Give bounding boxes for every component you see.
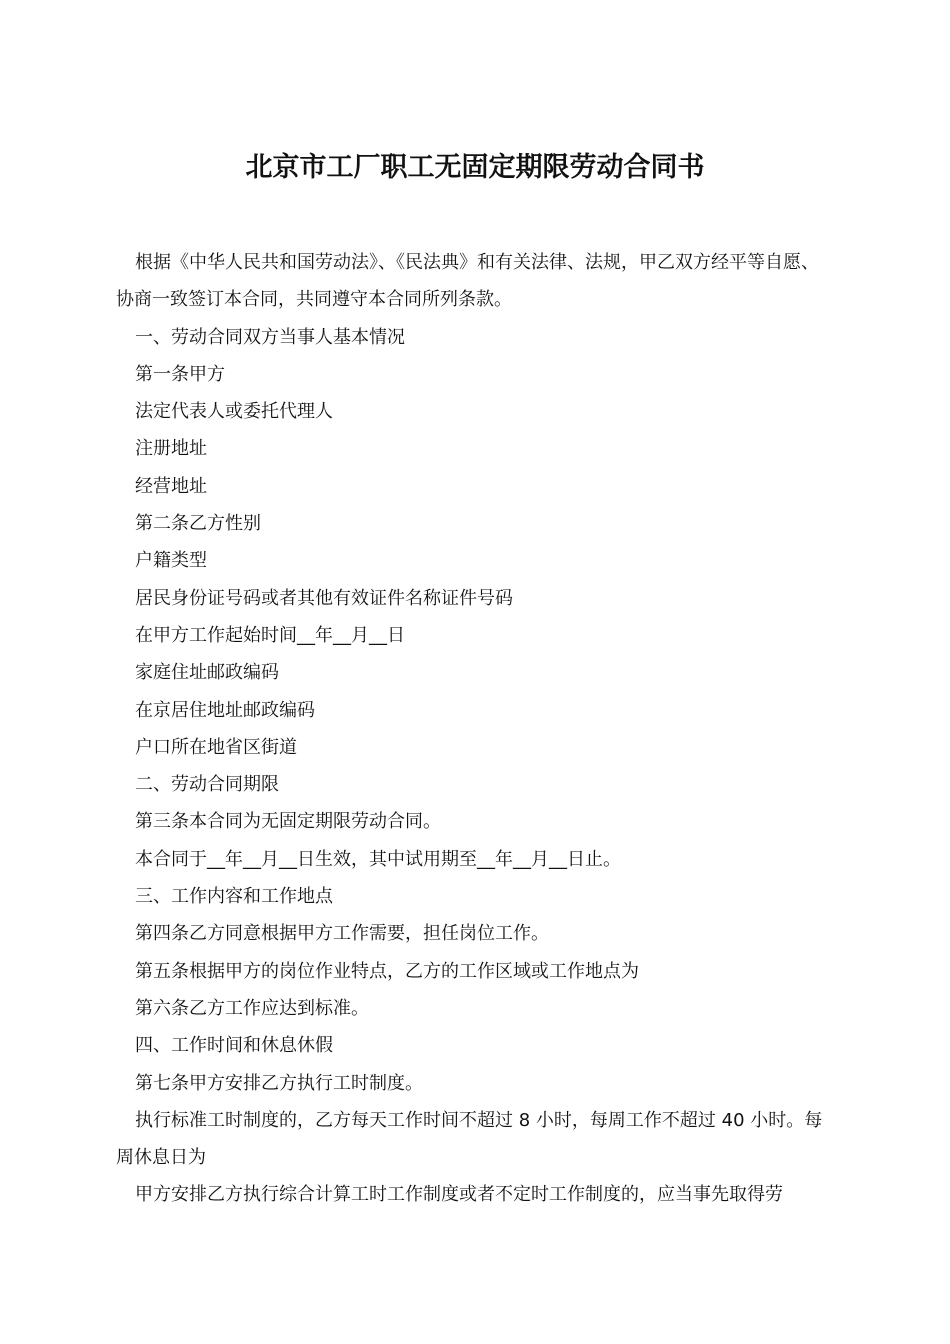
section-heading-term: 二、劳动合同期限 (135, 774, 279, 796)
paragraph-business-address: 经营地址 (135, 475, 207, 497)
paragraph-home-address: 家庭住址邮政编码 (135, 662, 279, 684)
paragraph-effective-date: 本合同于__年__月__日生效，其中试用期至__年__月__日止。 (135, 848, 621, 870)
paragraph-article-7: 第七条甲方安排乙方执行工时制度。 (135, 1072, 423, 1094)
paragraph-standard-hours: 执行标准工时制度的，乙方每天工作时间不超过 8 小时，每周工作不超过 40 小时。每周休息日为 (116, 1109, 823, 1169)
paragraph-legal-rep: 法定代表人或委托代理人 (135, 401, 333, 423)
paragraph-beijing-address: 在京居住地址邮政编码 (135, 699, 315, 721)
paragraph-article-1: 第一条甲方 (135, 363, 225, 385)
section-heading-work-content: 三、工作内容和工作地点 (135, 886, 333, 908)
paragraph-article-6: 第六条乙方工作应达到标准。 (135, 997, 369, 1019)
document-body (116, 244, 836, 1214)
paragraph-article-5: 第五条根据甲方的岗位作业特点，乙方的工作区域或工作地点为 (135, 960, 639, 982)
paragraph-flexible-hours: 甲方安排乙方执行综合计算工时工作制度或者不定时工作制度的，应当事先取得劳 (135, 1184, 783, 1206)
section-heading-working-hours: 四、工作时间和休息休假 (135, 1035, 333, 1057)
paragraph-hukou-location: 户口所在地省区街道 (135, 736, 297, 758)
paragraph-article-4: 第四条乙方同意根据甲方工作需要，担任岗位工作。 (135, 923, 549, 945)
paragraph-article-3: 第三条本合同为无固定期限劳动合同。 (135, 811, 441, 833)
paragraph-registered-address: 注册地址 (135, 438, 207, 460)
section-heading-parties: 一、劳动合同双方当事人基本情况 (135, 326, 405, 348)
paragraph-article-2: 第二条乙方性别 (135, 513, 261, 535)
paragraph-start-date: 在甲方工作起始时间__年__月__日 (135, 624, 405, 646)
paragraph-household-type: 户籍类型 (135, 550, 207, 572)
paragraph-preamble: 根据《中华人民共和国劳动法》、《民法典》和有关法律、法规，甲乙双方经平等自愿、协商一致签订本合同，共同遵守本合同所列条款。 (116, 252, 819, 311)
paragraph-id-number: 居民身份证号码或者其他有效证件名称证件号码 (135, 587, 513, 609)
document-title: 北京市工厂职工无固定期限劳动合同书 (245, 152, 705, 184)
